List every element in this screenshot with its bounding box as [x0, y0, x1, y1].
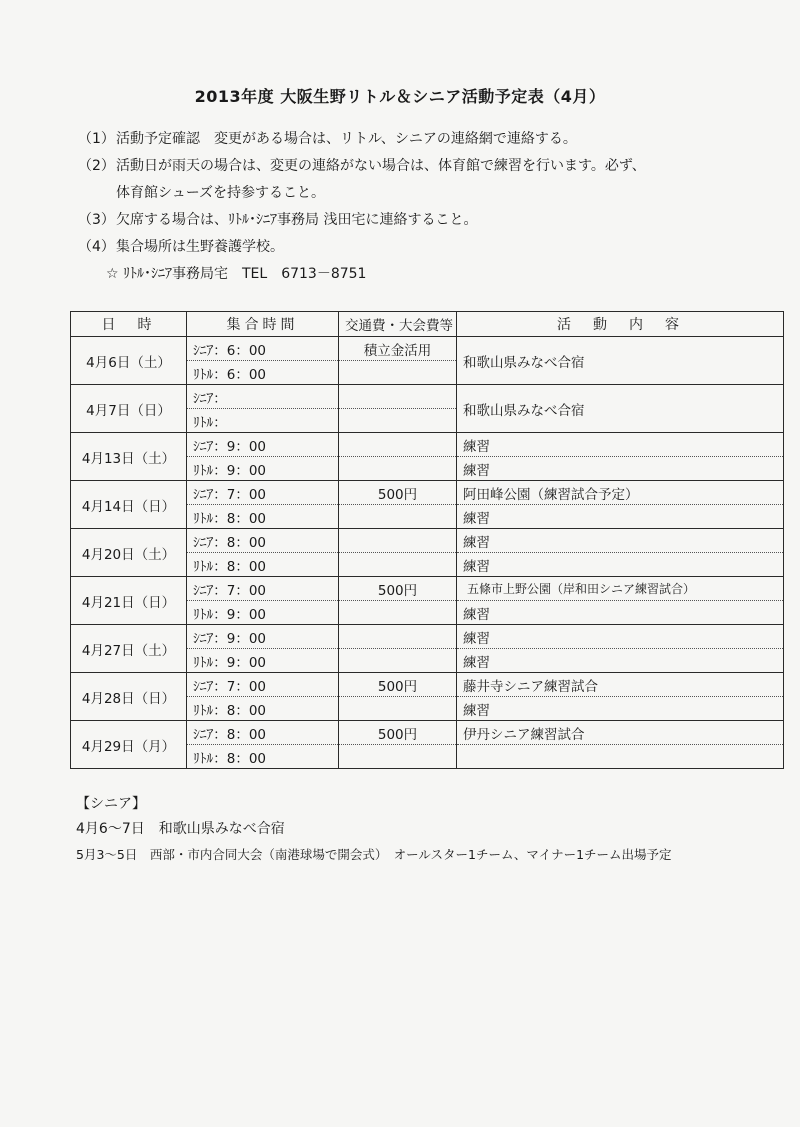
activity-cell: 阿田峰公園（練習試合予定）	[457, 481, 784, 505]
time-cell: ｼﾆｱ：	[187, 385, 339, 409]
time-cell: ﾘﾄﾙ：9：00	[187, 457, 339, 481]
date-cell: 4月27日（土）	[71, 625, 187, 673]
time-cell: ｼﾆｱ：6：00	[187, 337, 339, 361]
notes-list	[78, 126, 646, 288]
time-cell: ﾘﾄﾙ：9：00	[187, 649, 339, 673]
fee-cell	[339, 697, 457, 721]
fee-cell	[339, 625, 457, 649]
activity-cell: 藤井寺シニア練習試合	[457, 673, 784, 697]
date-cell: 4月7日（日）	[71, 385, 187, 433]
activity-cell: 和歌山県みなべ合宿	[457, 385, 784, 433]
time-cell: ﾘﾄﾙ：	[187, 409, 339, 433]
time-cell: ｼﾆｱ：7：00	[187, 577, 339, 601]
note-4	[78, 234, 646, 261]
time-cell: ﾘﾄﾙ：8：00	[187, 697, 339, 721]
activity-cell: 練習	[457, 505, 784, 529]
fee-cell	[339, 361, 457, 385]
fee-cell	[339, 529, 457, 553]
activity-cell: 練習	[457, 433, 784, 457]
note-2	[78, 153, 646, 180]
fee-cell: 500円	[339, 481, 457, 505]
note-text: 活動日が雨天の場合は、変更の連絡がない場合は、体育館で練習を行います。必ず、	[116, 158, 646, 174]
activity-cell: 練習	[457, 457, 784, 481]
activity-cell: 和歌山県みなべ合宿	[457, 337, 784, 385]
time-cell: ｼﾆｱ：8：00	[187, 721, 339, 745]
header-fee: 交通費・大会費等	[339, 312, 457, 337]
table-row	[71, 673, 784, 697]
time-cell: ﾘﾄﾙ：8：00	[187, 553, 339, 577]
fee-cell	[339, 433, 457, 457]
fee-cell	[339, 553, 457, 577]
fee-cell	[339, 409, 457, 433]
activity-cell: 練習	[457, 553, 784, 577]
date-cell: 4月6日（土）	[71, 337, 187, 385]
table-row	[71, 529, 784, 553]
senior-notes	[76, 792, 672, 867]
document-title: 2013年度 大阪生野リトル＆シニア活動予定表（4月）	[194, 87, 606, 106]
date-cell: 4月13日（土）	[71, 433, 187, 481]
table-row	[71, 433, 784, 457]
table-row	[71, 337, 784, 361]
table-row	[71, 385, 784, 409]
note-number: （2）	[78, 158, 115, 174]
note-2-continued	[78, 180, 646, 207]
fee-cell: 500円	[339, 577, 457, 601]
senior-line-1: 4月6～7日 和歌山県みなべ合宿	[76, 821, 285, 837]
table-row	[71, 481, 784, 505]
time-cell: ﾘﾄﾙ：8：00	[187, 505, 339, 529]
fee-cell	[339, 505, 457, 529]
time-cell: ﾘﾄﾙ：6：00	[187, 361, 339, 385]
date-cell: 4月20日（土）	[71, 529, 187, 577]
activity-cell: 練習	[457, 697, 784, 721]
fee-cell	[339, 601, 457, 625]
activity-cell: 練習	[457, 625, 784, 649]
note-number: （4）	[78, 239, 115, 255]
note-number: （1）	[78, 131, 115, 147]
table-row	[71, 625, 784, 649]
header-date: 日 時	[71, 312, 187, 337]
time-cell: ｼﾆｱ：7：00	[187, 481, 339, 505]
contact-line: ☆ ﾘﾄﾙ･ｼﾆｱ事務局宅 TEL 6713－8751	[106, 266, 367, 282]
note-text: 欠席する場合は、ﾘﾄﾙ･ｼﾆｱ事務局 浅田宅に連絡すること。	[116, 212, 478, 228]
schedule-table	[70, 311, 784, 769]
activity-cell	[457, 745, 784, 769]
senior-line-2: 5月3～5日 西部・市内合同大会（南港球場で開会式） オールスター1チーム、マイナー1チーム出場予定	[76, 847, 672, 862]
date-cell: 4月21日（日）	[71, 577, 187, 625]
time-cell: ｼﾆｱ：8：00	[187, 529, 339, 553]
fee-cell	[339, 649, 457, 673]
table-row	[71, 577, 784, 601]
fee-cell: 500円	[339, 673, 457, 697]
activity-cell: 伊丹シニア練習試合	[457, 721, 784, 745]
table-header-row	[71, 312, 784, 337]
activity-cell: 五條市上野公園（岸和田シニア練習試合）	[457, 577, 784, 601]
activity-cell: 練習	[457, 529, 784, 553]
header-activity: 活 動 内 容	[457, 312, 784, 337]
date-cell: 4月28日（日）	[71, 673, 187, 721]
senior-heading: 【シニア】	[76, 796, 146, 812]
date-cell: 4月14日（日）	[71, 481, 187, 529]
table-row	[71, 721, 784, 745]
time-cell: ﾘﾄﾙ：9：00	[187, 601, 339, 625]
note-text: 活動予定確認 変更がある場合は、リトル、シニアの連絡網で連絡する。	[116, 131, 577, 147]
fee-cell	[339, 457, 457, 481]
note-text: 体育館シューズを持参すること。	[116, 185, 326, 201]
time-cell: ｼﾆｱ：9：00	[187, 433, 339, 457]
fee-cell	[339, 745, 457, 769]
note-number: （3）	[78, 212, 115, 228]
time-cell: ｼﾆｱ：9：00	[187, 625, 339, 649]
activity-cell: 練習	[457, 649, 784, 673]
note-1	[78, 126, 646, 153]
fee-cell: 500円	[339, 721, 457, 745]
time-cell: ﾘﾄﾙ：8：00	[187, 745, 339, 769]
header-time: 集合時間	[187, 312, 339, 337]
note-text: 集合場所は生野養護学校。	[116, 239, 284, 255]
date-cell: 4月29日（月）	[71, 721, 187, 769]
activity-cell: 練習	[457, 601, 784, 625]
time-cell: ｼﾆｱ：7：00	[187, 673, 339, 697]
note-3	[78, 207, 646, 234]
fee-cell	[339, 385, 457, 409]
fee-cell: 積立金活用	[339, 337, 457, 361]
